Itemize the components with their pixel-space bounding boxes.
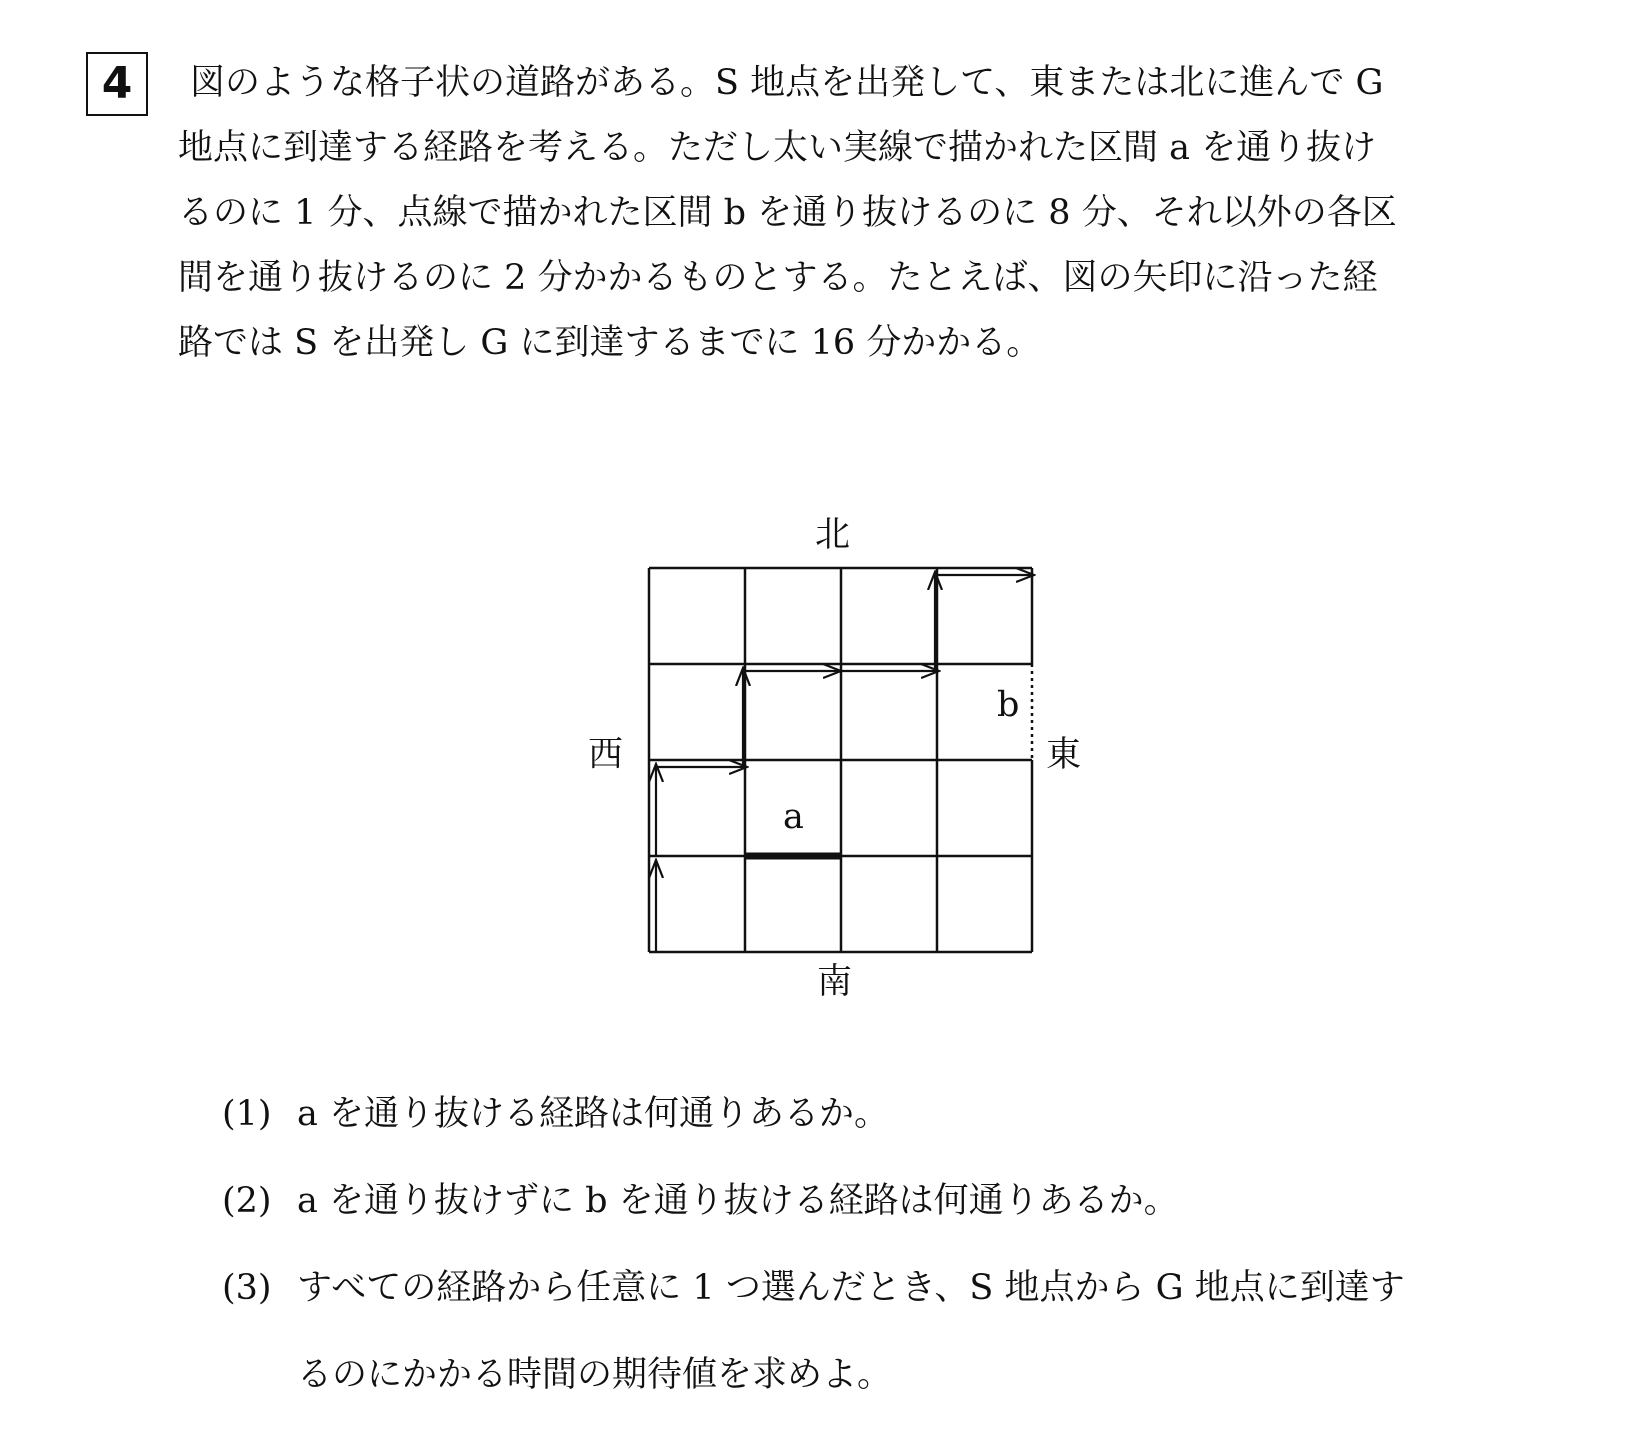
question-text: a を通り抜けずに b を通り抜ける経路は何通りあるか。 bbox=[297, 1181, 1179, 1221]
north-label: 北 bbox=[815, 515, 851, 555]
question-number: (3) bbox=[222, 1268, 272, 1308]
question-number: (1) bbox=[222, 1094, 272, 1134]
west-label: 西 bbox=[588, 735, 624, 775]
statement-line: 地点に到達する経路を考える。ただし太い実線で描かれた区間 a を通り抜け bbox=[178, 128, 1377, 168]
question-text: a を通り抜ける経路は何通りあるか。 bbox=[297, 1094, 889, 1134]
segment-a-label: a bbox=[783, 797, 804, 837]
statement-line: 間を通り抜けるのに 2 分かかるものとする。たとえば、図の矢印に沿った経 bbox=[178, 258, 1378, 298]
example-path bbox=[656, 572, 1034, 952]
statement-line: るのに 1 分、点線で描かれた区間 b を通り抜けるのに 8 分、それ以外の各区 bbox=[178, 193, 1397, 233]
road-grid bbox=[649, 568, 1032, 952]
statement-line: 図のような格子状の道路がある。S 地点を出発して、東または北に進んで G bbox=[190, 63, 1384, 103]
question-text-continued: るのにかかる時間の期待値を求めよ。 bbox=[297, 1355, 893, 1395]
question-number: (2) bbox=[222, 1181, 272, 1221]
south-label: 南 bbox=[817, 962, 853, 1002]
problem-number: 4 bbox=[86, 52, 148, 116]
east-label: 東 bbox=[1046, 735, 1082, 775]
segment-b-label: b bbox=[997, 685, 1020, 725]
statement-line: 路では S を出発し G に到達するまでに 16 分かかる。 bbox=[178, 323, 1042, 363]
question-text: すべての経路から任意に 1 つ選んだとき、S 地点から G 地点に到達す bbox=[297, 1268, 1405, 1308]
